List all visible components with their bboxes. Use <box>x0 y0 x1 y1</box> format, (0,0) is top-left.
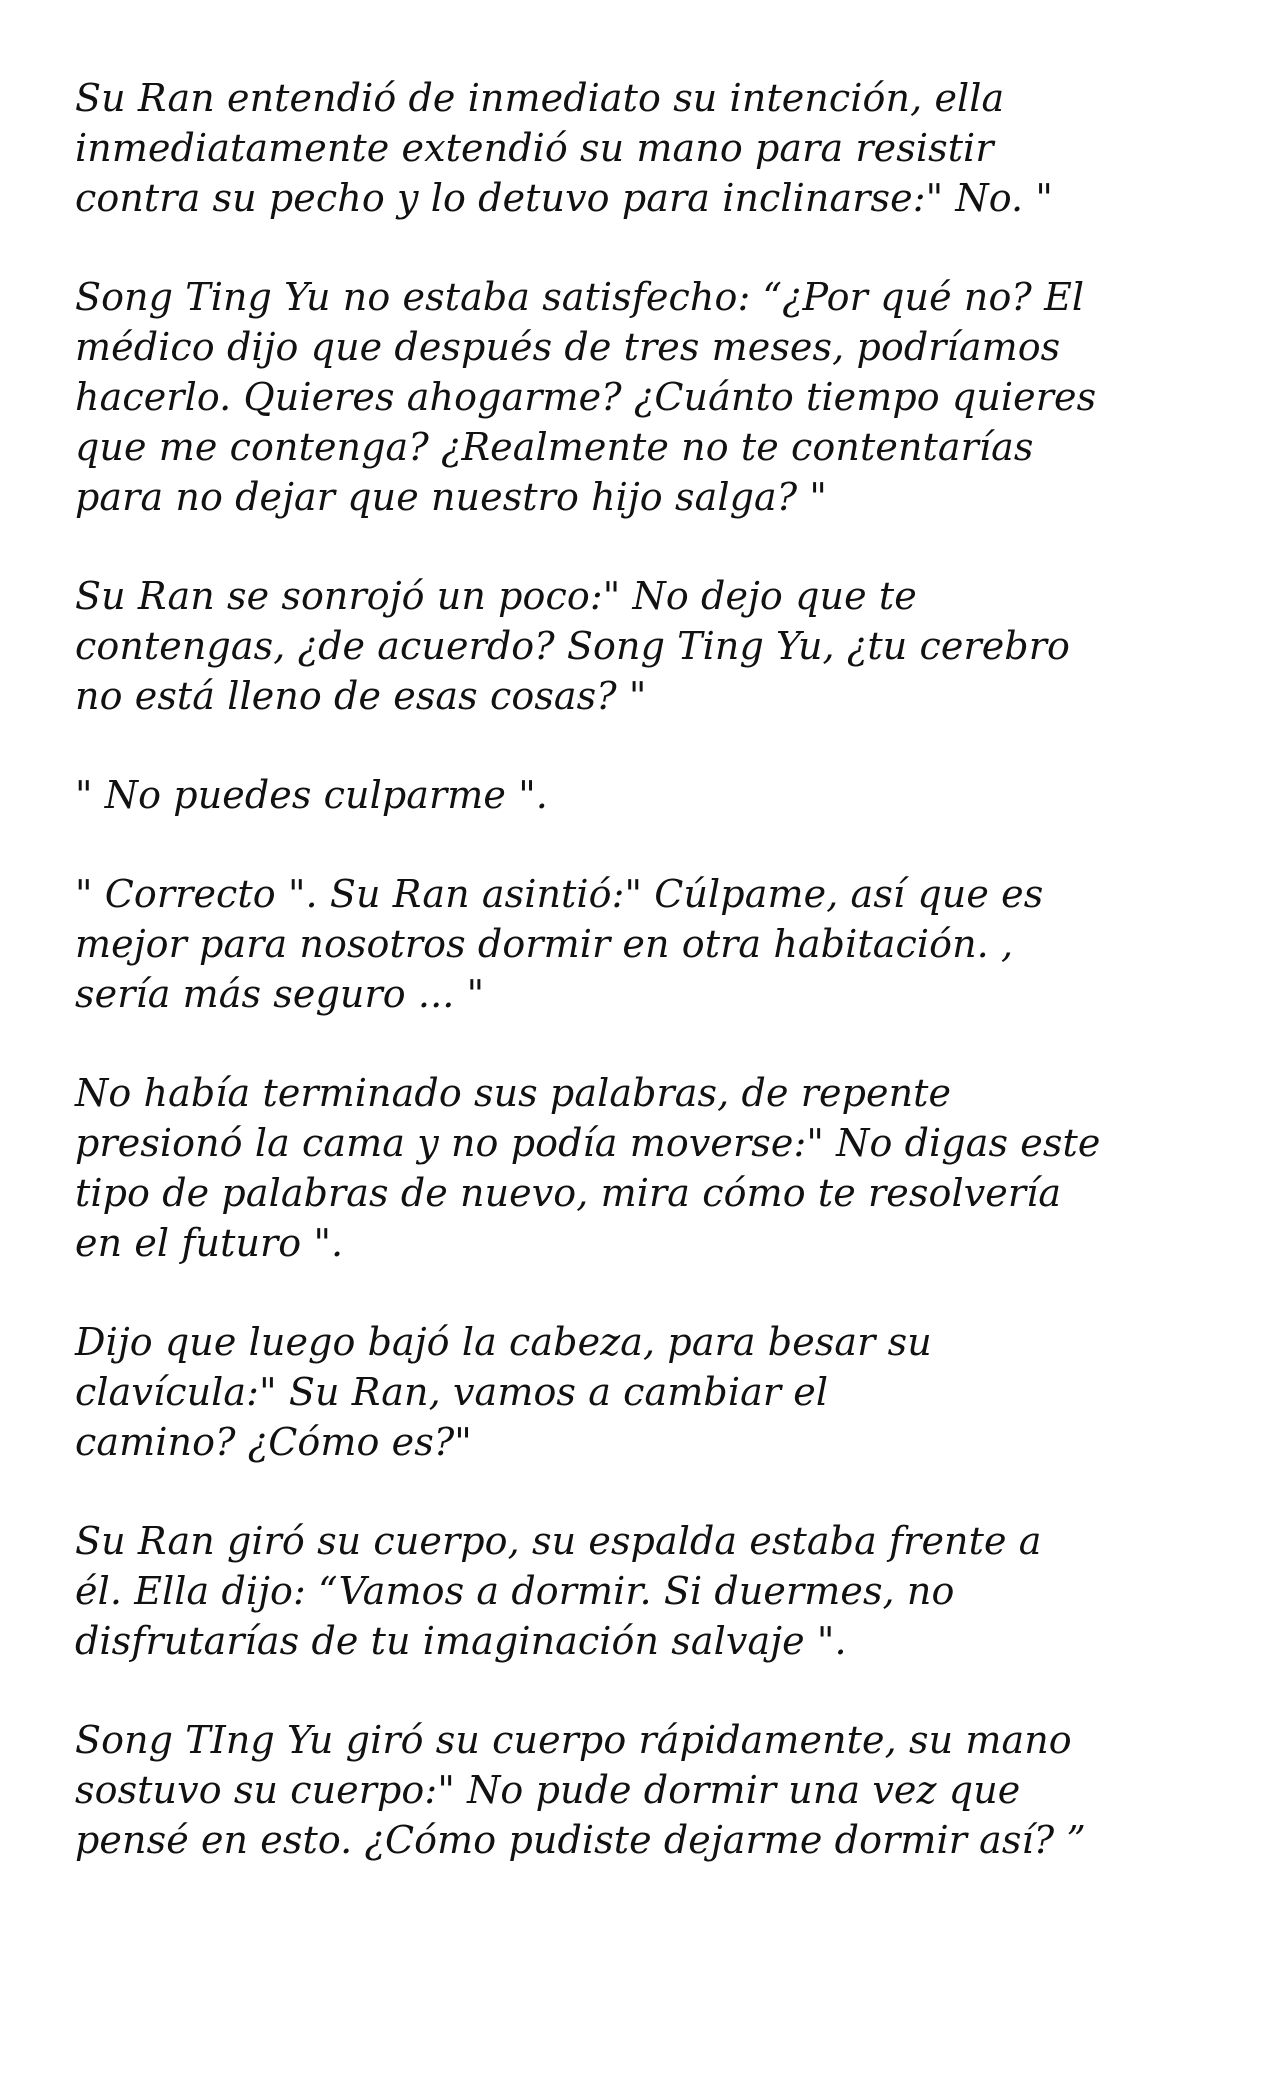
paragraph: Dijo que luego bajó la cabeza, para besar su clavícula:" Su Ran, vamos a cambiar el camino? ¿Cómo es?" <box>75 1320 932 1464</box>
paragraph: Song Ting Yu no estaba satisfecho: “¿Por qué no? El médico dijo que después de tres meses, podríamos hacerlo. Quieres ahogarme? ¿Cuánto tiempo quieres que me contenga? ¿Realmente no te contentarías para no dejar que nuestro hijo salga? " <box>75 275 1097 519</box>
paragraph: " Correcto ". Su Ran asintió:" Cúlpame, así que es mejor para nosotros dormir en otra habitación. , sería más seguro ... " <box>75 872 1044 1016</box>
paragraph: No había terminado sus palabras, de repente presionó la cama y no podía moverse:" No digas este tipo de palabras de nuevo, mira cómo te resolvería en el futuro ". <box>75 1071 1101 1265</box>
text-body <box>75 73 1225 1914</box>
paragraph: Song TIng Yu giró su cuerpo rápidamente, su mano sostuvo su cuerpo:" No pude dormir una vez que pensé en esto. ¿Cómo pudiste dejarme dormir así? ” <box>75 1718 1086 1862</box>
paragraph: Su Ran se sonrojó un poco:" No dejo que te contengas, ¿de acuerdo? Song Ting Yu, ¿tu cerebro no está lleno de esas cosas? " <box>75 574 1070 718</box>
paragraph: Su Ran entendió de inmediato su intención, ella inmediatamente extendió su mano para resistir contra su pecho y lo detuvo para inclinarse:" No. " <box>75 76 1053 220</box>
paragraph: Su Ran giró su cuerpo, su espalda estaba frente a él. Ella dijo: “Vamos a dormir. Si duermes, no disfrutarías de tu imaginación salvaje ". <box>75 1519 1042 1663</box>
paragraph: " No puedes culparme ". <box>75 773 548 817</box>
